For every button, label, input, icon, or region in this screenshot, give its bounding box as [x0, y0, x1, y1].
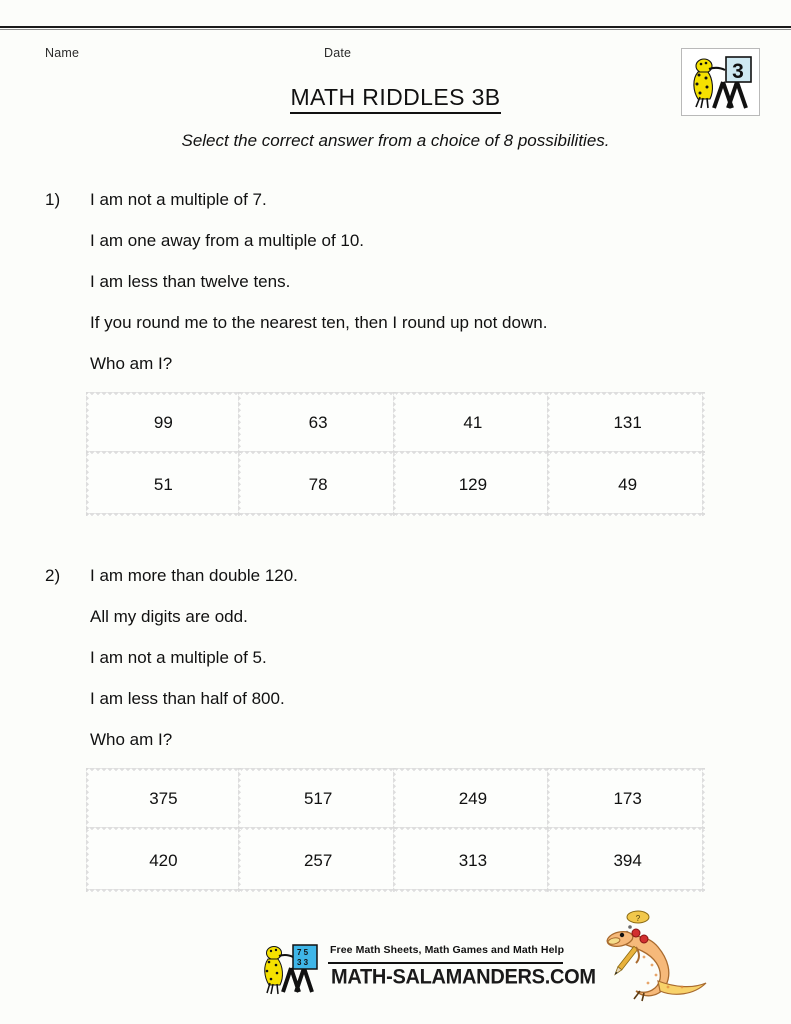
cell-edge-right	[702, 830, 705, 892]
answer-cell[interactable]	[550, 830, 705, 892]
answer-value: 41	[463, 413, 483, 432]
riddle-clue: I am less than half of 800.	[90, 689, 285, 708]
riddle-clue: I am one away from a multiple of 10.	[90, 231, 365, 250]
cell-edge-bottom	[396, 513, 551, 516]
logo-number: 3	[732, 60, 744, 83]
cell-edge-left	[86, 830, 89, 892]
answer-row	[86, 392, 705, 454]
cell-edge-bottom	[241, 889, 396, 892]
cell-edge-right	[702, 392, 705, 454]
footer-tagline: Free Math Sheets, Math Games and Math Help	[330, 944, 565, 956]
answer-value: 375	[149, 789, 178, 808]
footer-divider	[328, 962, 563, 964]
footer-brand[interactable]	[255, 936, 596, 998]
thought-bubble-text: ?	[635, 914, 641, 923]
header-divider	[0, 26, 791, 30]
answer-value: 78	[308, 475, 328, 494]
answer-cell[interactable]	[241, 454, 396, 516]
answer-cell[interactable]	[396, 768, 551, 830]
answer-cell[interactable]	[396, 392, 551, 454]
brand-logo	[681, 48, 760, 116]
answer-cell[interactable]	[241, 768, 396, 830]
cell-edge-bottom	[396, 889, 551, 892]
answer-cell[interactable]	[86, 392, 241, 454]
cell-edge-top	[396, 768, 551, 771]
riddle-1-clues	[90, 190, 547, 395]
svg-text:7 5: 7 5	[297, 948, 309, 957]
cell-edge-left	[86, 454, 89, 516]
cell-edge-bottom	[241, 513, 396, 516]
cell-edge-right	[702, 768, 705, 830]
cell-edge-top	[86, 768, 241, 771]
answer-value: 51	[153, 475, 173, 494]
answer-value: 49	[618, 475, 638, 494]
riddle-clue: If you round me to the nearest ten, then I round up not down.	[90, 313, 548, 332]
salamander-easel-logo-icon	[255, 936, 325, 998]
riddle-question: Who am I?	[90, 730, 173, 749]
riddle-2-number: 2)	[45, 566, 61, 585]
answer-value: 420	[149, 851, 178, 870]
cell-edge-top	[550, 392, 705, 395]
riddle-clue: I am not a multiple of 5.	[90, 648, 267, 667]
answer-row	[86, 768, 705, 830]
riddle-question: Who am I?	[90, 354, 173, 373]
riddle-clue: I am less than twelve tens.	[90, 272, 291, 291]
cell-edge-bottom	[550, 889, 705, 892]
header-divider-thick	[0, 26, 791, 28]
answer-value: 249	[458, 789, 488, 808]
page-subtitle: Select the correct answer from a choice of 8 possibilities.	[181, 131, 610, 150]
answer-value: 257	[303, 851, 333, 870]
answer-value: 173	[613, 789, 642, 808]
answer-cell[interactable]	[86, 768, 241, 830]
answer-value: 131	[613, 413, 642, 432]
answer-cell[interactable]	[86, 454, 241, 516]
answer-row	[86, 830, 705, 892]
page-title-text: MATH RIDDLES 3B	[290, 84, 500, 114]
header-divider-thin	[0, 29, 791, 30]
answer-cell[interactable]	[396, 830, 551, 892]
cell-edge-right	[702, 454, 705, 516]
cell-edge-top	[241, 768, 396, 771]
name-label: Name	[45, 46, 80, 60]
answer-cell[interactable]	[86, 830, 241, 892]
cell-edge-bottom	[550, 513, 705, 516]
cell-edge-bottom	[86, 513, 241, 516]
riddle-2-clues	[90, 566, 298, 771]
salamander-easel-logo-icon	[682, 49, 759, 115]
date-label: Date	[324, 46, 352, 60]
answer-row	[86, 454, 705, 516]
answer-cell[interactable]	[396, 454, 551, 516]
answer-value: 313	[458, 851, 488, 870]
riddle-clue: All my digits are odd.	[90, 607, 248, 626]
cell-edge-left	[86, 392, 89, 454]
footer-domain[interactable]: MATH-SALAMANDERS.COM	[331, 965, 596, 989]
svg-text:3 3: 3 3	[297, 958, 309, 967]
riddle-1-answer-grid	[86, 392, 705, 516]
page-title	[0, 84, 791, 111]
cell-edge-bottom	[86, 889, 241, 892]
cell-edge-top	[396, 392, 551, 395]
footer-mascot	[596, 903, 720, 1007]
salamander-with-pencil-icon	[596, 903, 720, 1007]
answer-value: 517	[303, 789, 333, 808]
cell-edge-left	[86, 768, 89, 830]
answer-value: 129	[458, 475, 488, 494]
riddle-clue: I am more than double 120.	[90, 566, 298, 585]
cell-edge-top	[241, 392, 396, 395]
cell-edge-top	[550, 768, 705, 771]
answer-value: 394	[613, 851, 642, 870]
answer-cell[interactable]	[550, 768, 705, 830]
answer-cell[interactable]	[241, 830, 396, 892]
answer-cell[interactable]	[241, 392, 396, 454]
cell-edge-top	[86, 392, 241, 395]
answer-value: 63	[308, 413, 328, 432]
answer-cell[interactable]	[550, 454, 705, 516]
riddle-1-number: 1)	[45, 190, 61, 209]
riddle-clue: I am not a multiple of 7.	[90, 190, 267, 209]
answer-cell[interactable]	[550, 392, 705, 454]
answer-value: 99	[153, 413, 173, 432]
riddle-2-answer-grid	[86, 768, 705, 892]
